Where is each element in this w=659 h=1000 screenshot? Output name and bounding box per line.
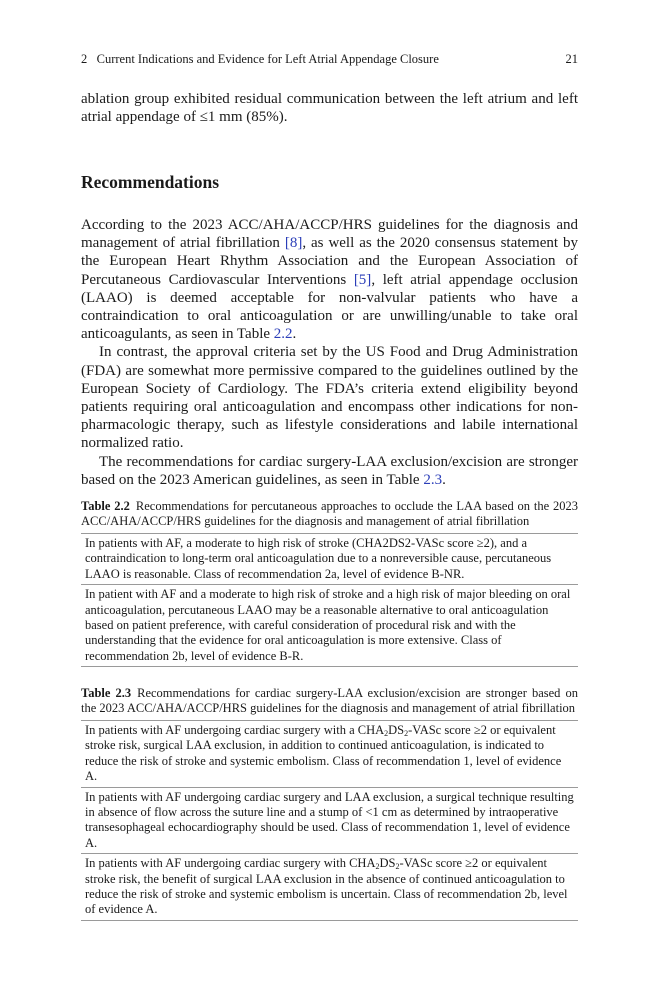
row-1-text-a: In patients with AF undergoing cardiac surgery with a CHA xyxy=(85,723,385,737)
reference-8-link[interactable]: [8] xyxy=(284,235,303,252)
table-row: In patients with AF, a moderate to high risk of stroke (CHA2DS2-VASc score ≥2), and a contraindication to long-term oral anticoagulation due to a nonreversible cause, percutaneous LAAO is reasonable. Class of recommendation 2a, level of evidence B-NR. xyxy=(81,533,578,584)
page-number: 21 xyxy=(565,52,578,66)
table-row xyxy=(81,853,578,921)
chapter-title: 2 Current Indications and Evidence for Left Atrial Appendage Closure xyxy=(81,52,439,66)
paragraph-2: In contrast, the approval criteria set by the US Food and Drug Administration (FDA) are somewhat more permissive compared to the guidelines outlined by the European Society of Cardiology. The FDA’s criteria extend eligibility beyond patients requiring oral anticoagulation and encompass other indications for non-pharmacologic therapy, such as lifestyle considerations and labile international normalized ratio. xyxy=(81,344,578,452)
subscript: 2 xyxy=(384,729,389,738)
subscript: 2 xyxy=(395,862,400,872)
table-row xyxy=(81,720,578,787)
table-2-2-link[interactable]: 2.2 xyxy=(273,326,293,343)
table-2-2 xyxy=(81,499,578,667)
running-head xyxy=(81,52,578,67)
row-3-text-a: In patients with AF undergoing cardiac surgery with CHA xyxy=(85,856,376,871)
table-2-3 xyxy=(81,686,578,921)
paragraph-1 xyxy=(81,216,578,343)
table-2-3-caption xyxy=(81,686,578,716)
row-3-text-c: -VASc score ≥2 or equivalent stroke risk, the benefit of surgical LAA exclusion in the absence of continued anticoagulation to reduce the risk of stroke and systemic embolism is uncertain. Class of recommendation 2b, level of evidence A. xyxy=(85,856,568,917)
table-row: In patient with AF and a moderate to high risk of stroke and a high risk of major bleeding on oral anticoagulation, percutaneous LAAO may be a reasonable alternative to oral anticoagulation based on patient preference, with careful consideration of procedural risk and with the understanding that the evidence for oral anticoagulation is more extensive. Class of recommendation 2b, level of evidence B-R. xyxy=(81,584,578,667)
row-1-text-b: DS xyxy=(388,723,405,737)
paragraph-3-text-b: . xyxy=(442,471,446,488)
row-1-text-c: -VASc score ≥2 or equivalent stroke risk, surgical LAA exclusion, in addition to continued anticoagulation, is indicated to reduce the risk of stroke and systemic embolism. Class of recommendation 1, level of evidence A. xyxy=(85,723,562,784)
paragraph-1-text-c: , left atrial appendage occlusion (LAAO) is deemed acceptable for non-valvular patients who have a contraindication to oral anticoagulation or are unwilling/unable to take oral anticoagulants, as seen in Table xyxy=(81,271,578,343)
row-3-text-b: DS xyxy=(379,856,396,871)
paragraph-1-text-a: According to the 2023 ACC/AHA/ACCP/HRS guidelines for the diagnosis and management of atrial fibrillation xyxy=(81,217,578,252)
reference-5-link[interactable]: [5] xyxy=(353,271,372,288)
subscript: 2 xyxy=(375,862,380,872)
table-row: In patients with AF undergoing cardiac surgery and LAA exclusion, a surgical technique resulting in absence of flow across the suture line and a stump of <1 cm as determined by intraoperative transesophageal echocardiography should be used. Class of recommendation 1, level of evidence A. xyxy=(81,787,578,854)
table-2-2-caption-text: Recommendations for percutaneous approaches to occlude the LAA based on the 2023 ACC/AHA/ACCP/HRS guidelines for the diagnosis and management of atrial fibrillation xyxy=(81,499,578,528)
table-2-3-link[interactable]: 2.3 xyxy=(423,471,443,488)
paragraph-3 xyxy=(81,453,578,489)
table-2-3-caption-text: Recommendations for cardiac surgery-LAA exclusion/excision are stronger based on the 2023 ACC/AHA/ACCP/HRS guidelines for the diagnosis and management of atrial fibrillation xyxy=(81,686,578,715)
paragraph-3-text-a: The recommendations for cardiac surgery-LAA exclusion/excision are stronger based on the 2023 American guidelines, as seen in Table xyxy=(81,453,578,488)
paragraph-1-text-b: , as well as the 2020 consensus statement by the European Heart Rhythm Association and the European Association of Percutaneous Cardiovascular Interventions xyxy=(81,235,578,288)
paragraph-1-text-d: . xyxy=(292,326,297,343)
table-2-2-label: Table 2.2 xyxy=(81,499,130,513)
table-2-3-label: Table 2.3 xyxy=(81,686,132,700)
intro-paragraph: ablation group exhibited residual communication between the left atrium and left atrial appendage of ≤1 mm (85%). xyxy=(81,91,578,126)
table-2-2-caption xyxy=(81,499,578,529)
subscript: 2 xyxy=(404,729,409,738)
section-title: Recommendations xyxy=(81,172,220,192)
body-text xyxy=(81,216,578,489)
